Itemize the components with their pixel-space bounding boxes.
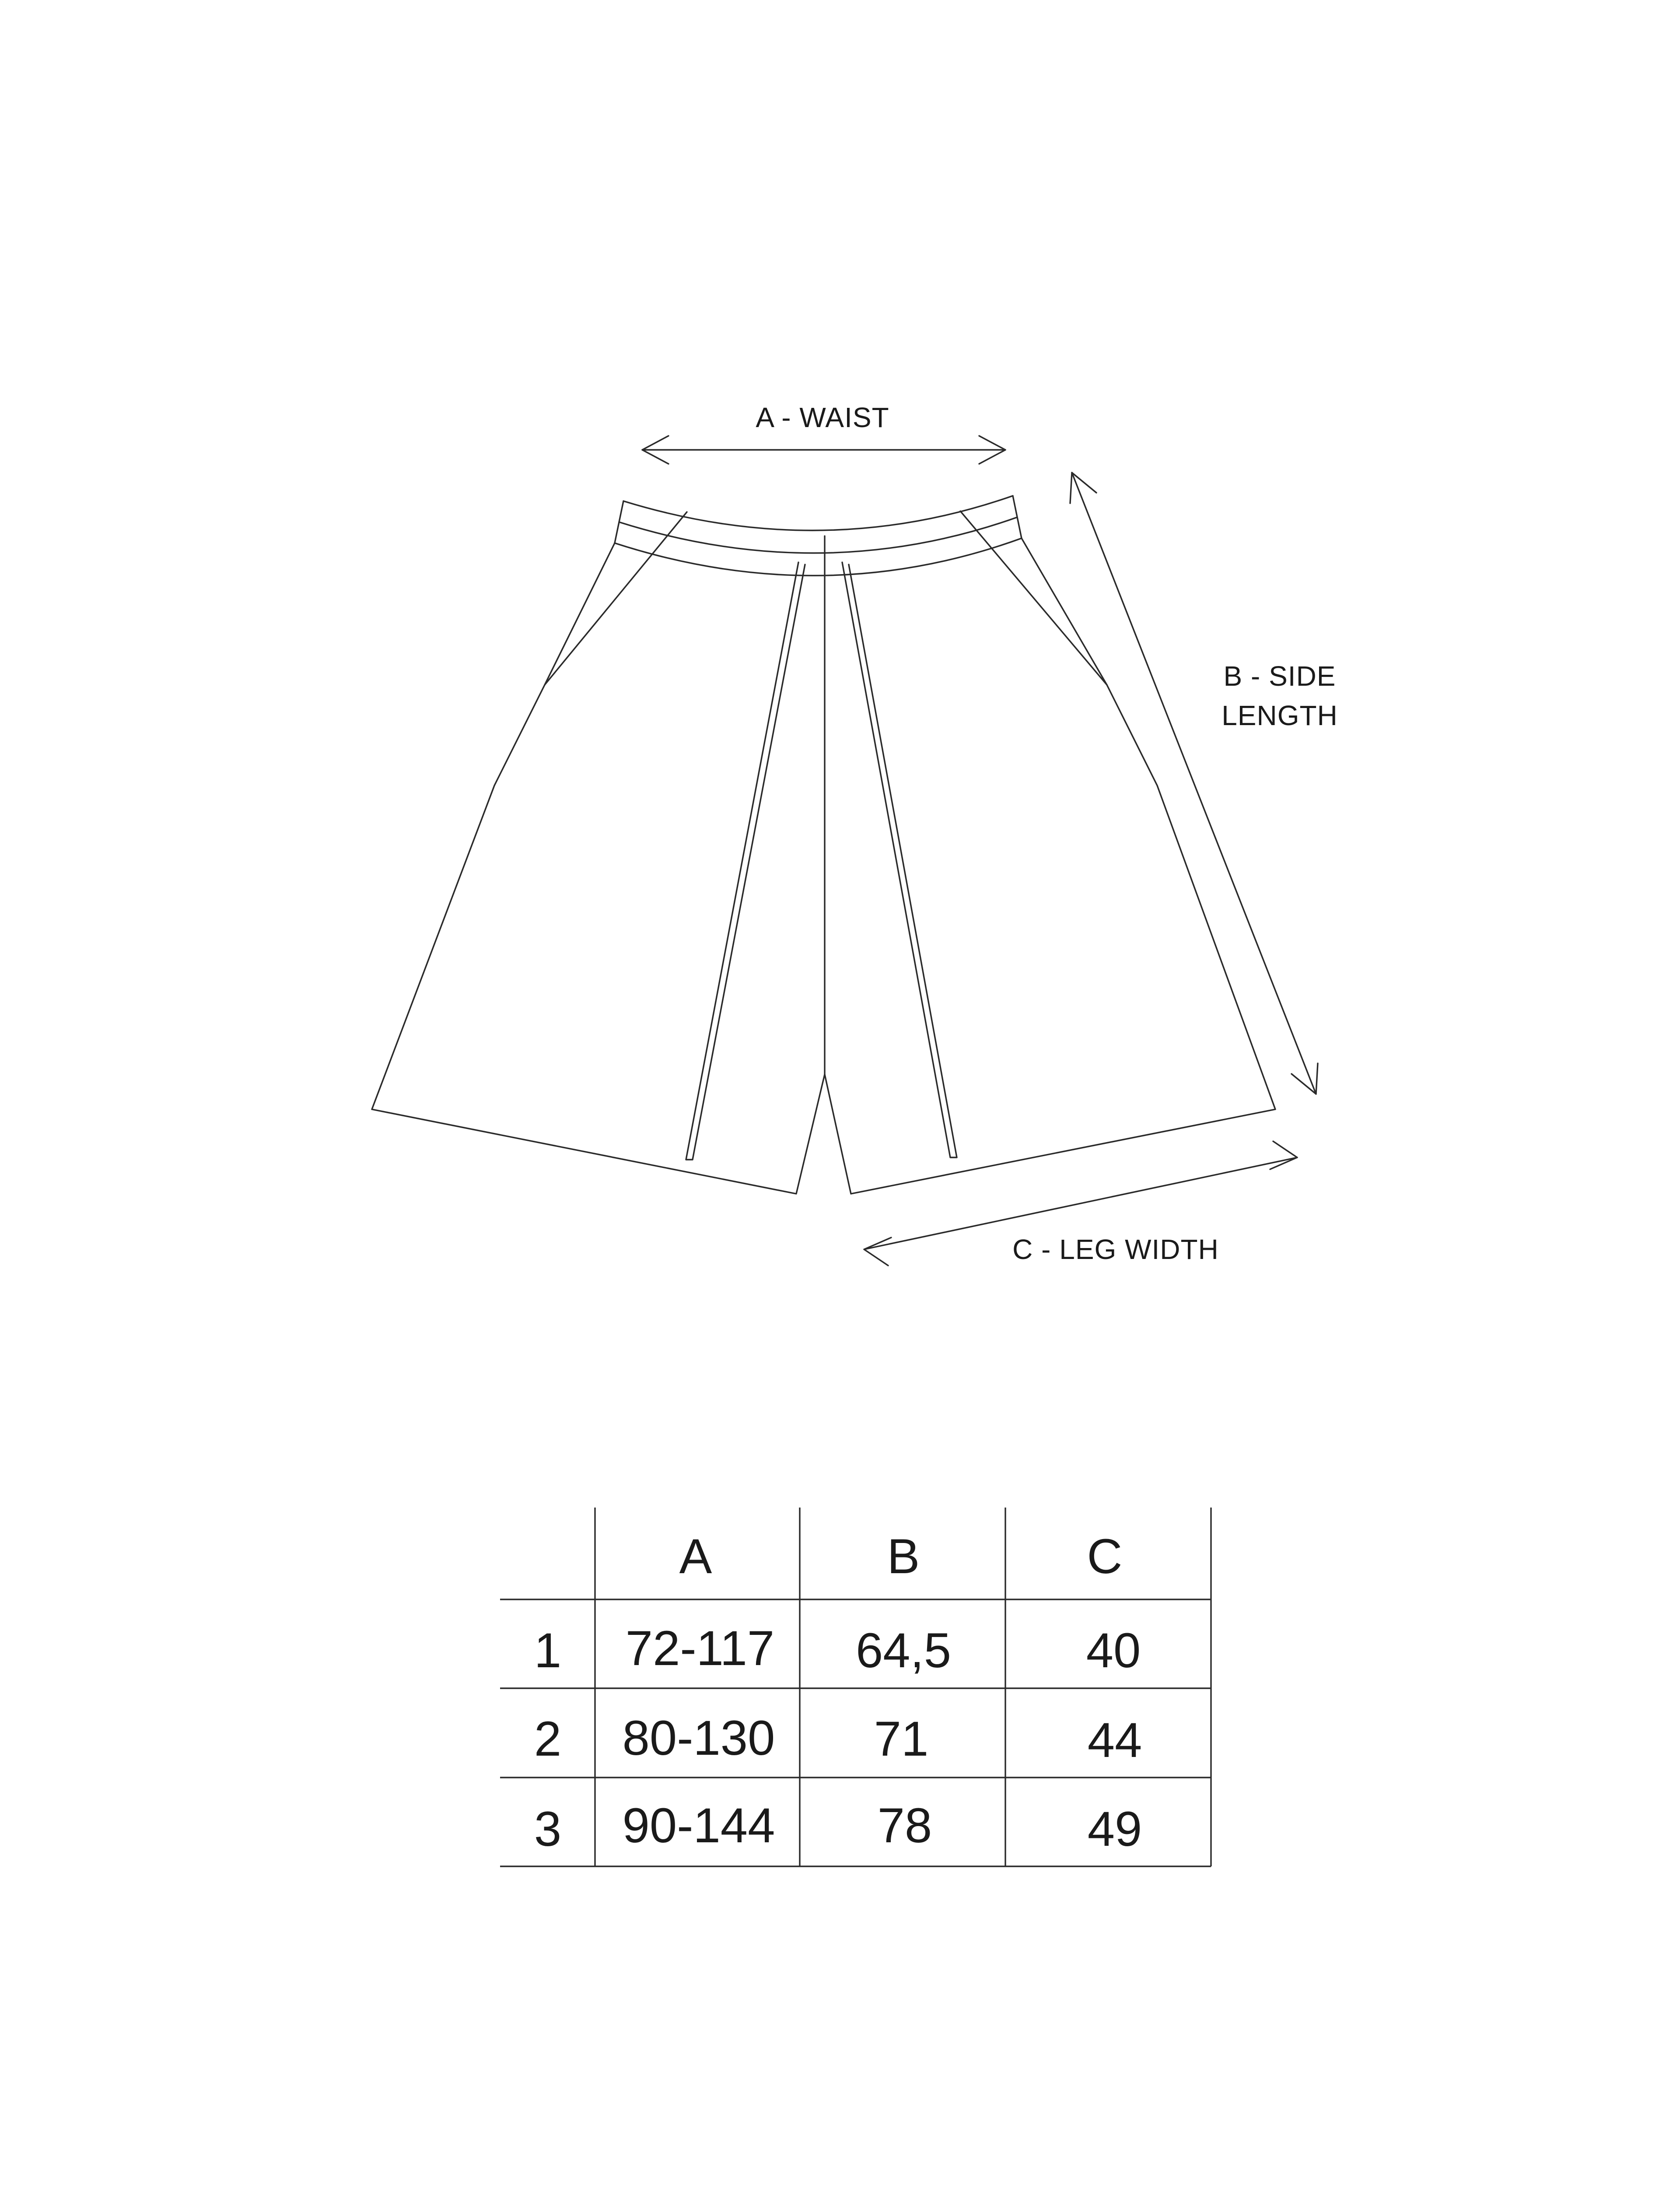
table-header-b: B bbox=[887, 1529, 920, 1584]
side-length-value: 71 bbox=[874, 1711, 929, 1766]
size-table bbox=[500, 1508, 1211, 1866]
size-number: 2 bbox=[534, 1711, 562, 1766]
waistband-bottom-line bbox=[615, 538, 1022, 575]
waistband-left-end bbox=[615, 501, 623, 543]
waist-value: 90-144 bbox=[622, 1798, 775, 1853]
side-length-arrow bbox=[1070, 473, 1318, 1094]
table-row bbox=[534, 1798, 1142, 1856]
waist-arrow bbox=[642, 436, 1005, 464]
waistband-top-edge bbox=[623, 496, 1013, 530]
waistband-right-end bbox=[1013, 496, 1022, 538]
table-header-a: A bbox=[679, 1529, 712, 1584]
right-pocket-line bbox=[960, 511, 1107, 685]
table-row bbox=[534, 1621, 1141, 1678]
side-length-label-line2: LENGTH bbox=[1222, 700, 1338, 731]
leg-width-label: C - LEG WIDTH bbox=[1012, 1234, 1219, 1265]
size-number: 1 bbox=[534, 1623, 562, 1678]
leg-width-value: 40 bbox=[1086, 1623, 1141, 1678]
right-leg-outline bbox=[825, 538, 1275, 1194]
right-pleat bbox=[842, 562, 957, 1157]
size-number: 3 bbox=[534, 1802, 562, 1856]
waist-value: 72-117 bbox=[625, 1621, 775, 1676]
leg-width-value: 49 bbox=[1087, 1802, 1142, 1856]
waist-label: A - WAIST bbox=[756, 402, 889, 433]
waist-value: 80-130 bbox=[622, 1711, 775, 1765]
side-length-value: 78 bbox=[877, 1798, 932, 1853]
shorts-illustration bbox=[372, 496, 1275, 1194]
leg-width-value: 44 bbox=[1087, 1713, 1142, 1767]
side-length-value: 64,5 bbox=[856, 1623, 951, 1678]
left-leg-outline bbox=[372, 536, 825, 1194]
side-length-label-line1: B - SIDE bbox=[1223, 660, 1336, 692]
table-row bbox=[534, 1711, 1142, 1767]
left-pleat bbox=[686, 562, 805, 1160]
table-header-c: C bbox=[1087, 1529, 1123, 1584]
